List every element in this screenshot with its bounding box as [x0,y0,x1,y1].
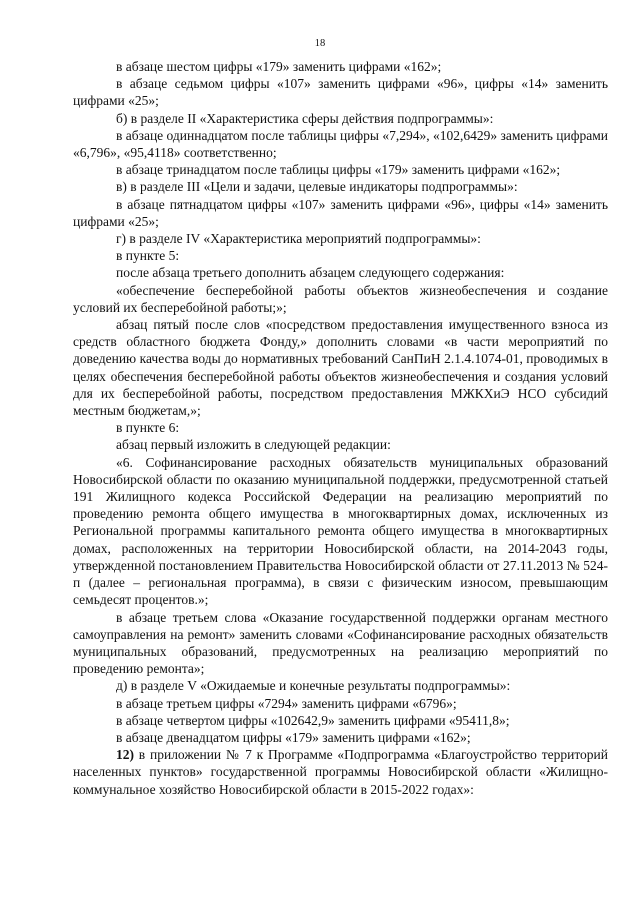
paragraph: в абзаце двенадцатом цифры «179» заменить цифрами «162»; [116,729,471,745]
paragraph: «обеспечение бесперебойной работы объектов жизнеобеспечения и создание условий их бесперебойной работы;»; [73,282,608,315]
paragraph: в пункте 6: [116,420,180,436]
paragraph: д) в разделе V «Ожидаемые и конечные результаты подпрограммы»: [116,678,511,694]
paragraph: в абзаце тринадцатом после таблицы цифры «179» заменить цифрами «162»; [116,162,561,178]
final-paragraph-text: в приложении № 7 к Программе «Подпрограмма «Благоустройство территорий населенных пунктов» государственной программы Новосибирской области «Жилищно-коммунальное хозяйство Новосибирской области в 2015-2022 годах»: [73,747,608,797]
paragraph: в абзаце третьем слова «Оказание государственной поддержки органам местного самоуправления на ремонт» заменить словами «Софинансирование расходных обязательств муниципальных образований, предусмотренных на реализацию мероприятий по проведению ремонта»; [73,609,608,677]
paragraph: в абзаце шестом цифры «179» заменить цифрами «162»; [116,59,442,74]
paragraph: в абзаце четвертом цифры «102642,9» заменить цифрами «95411,8»; [116,712,510,728]
paragraph: абзац пятый после слов «посредством предоставления имущественного взноса из средств областного бюджета Фонду,» дополнить словами «в части мероприятий по доведению качества воды до нормативных требований СанПиН 2.1.4.1074-01, проводимых в целях обеспечения бесперебойной работы объектов жизнеобеспечения и создания условий для их бесперебойной работы, посредством предоставления МЖКХиЭ НСО субсидий местным бюджетам,»; [73,317,608,419]
paragraph: в абзаце пятнадцатом цифры «107» заменить цифрами «96», цифры «14» заменить цифрами «25»; [73,196,608,229]
page-number: 18 [314,38,326,49]
paragraph: в абзаце одиннадцатом после таблицы цифры «7,294», «102,6429» заменить цифрами «6,796», «95,4118» соответственно; [73,127,608,161]
paragraph: в абзаце седьмом цифры «107» заменить цифрами «96», цифры «14» заменить цифрами «25»; [73,76,608,109]
paragraph: в пункте 5: [116,248,180,264]
document-body [73,58,608,798]
paragraph: в) в разделе III «Цели и задачи, целевые индикаторы подпрограммы»: [116,179,518,195]
item-number: 12) [116,747,134,763]
paragraph: абзац первый изложить в следующей редакции: [116,437,391,453]
paragraph: г) в разделе IV «Характеристика мероприятий подпрограммы»: [116,231,481,247]
paragraph: б) в разделе II «Характеристика сферы действия подпрограммы»: [116,110,494,126]
paragraph: в абзаце третьем цифры «7294» заменить цифрами «6796»; [116,695,457,711]
final-paragraph [73,746,608,798]
paragraph: «6. Софинансирование расходных обязательств муниципальных образований Новосибирской области по оказанию муниципальной поддержки, предусмотренной статьей 191 Жилищного кодекса Российской Федерации на реализацию мероприятий по проведению ремонта общего имущества в многоквартирных домах, исключенных из Региональной программы капитального ремонта общего имущества в многоквартирных домах, расположенных на территории Новосибирской области, на 2014-2043 годы, утвержденной постановлением Правительства Новосибирской области от 27.11.2013 № 524-п (далее – региональная программа), в связи с физическим износом, превышающим семьдесят процентов.»; [73,454,608,608]
paragraph: после абзаца третьего дополнить абзацем следующего содержания: [116,265,505,281]
